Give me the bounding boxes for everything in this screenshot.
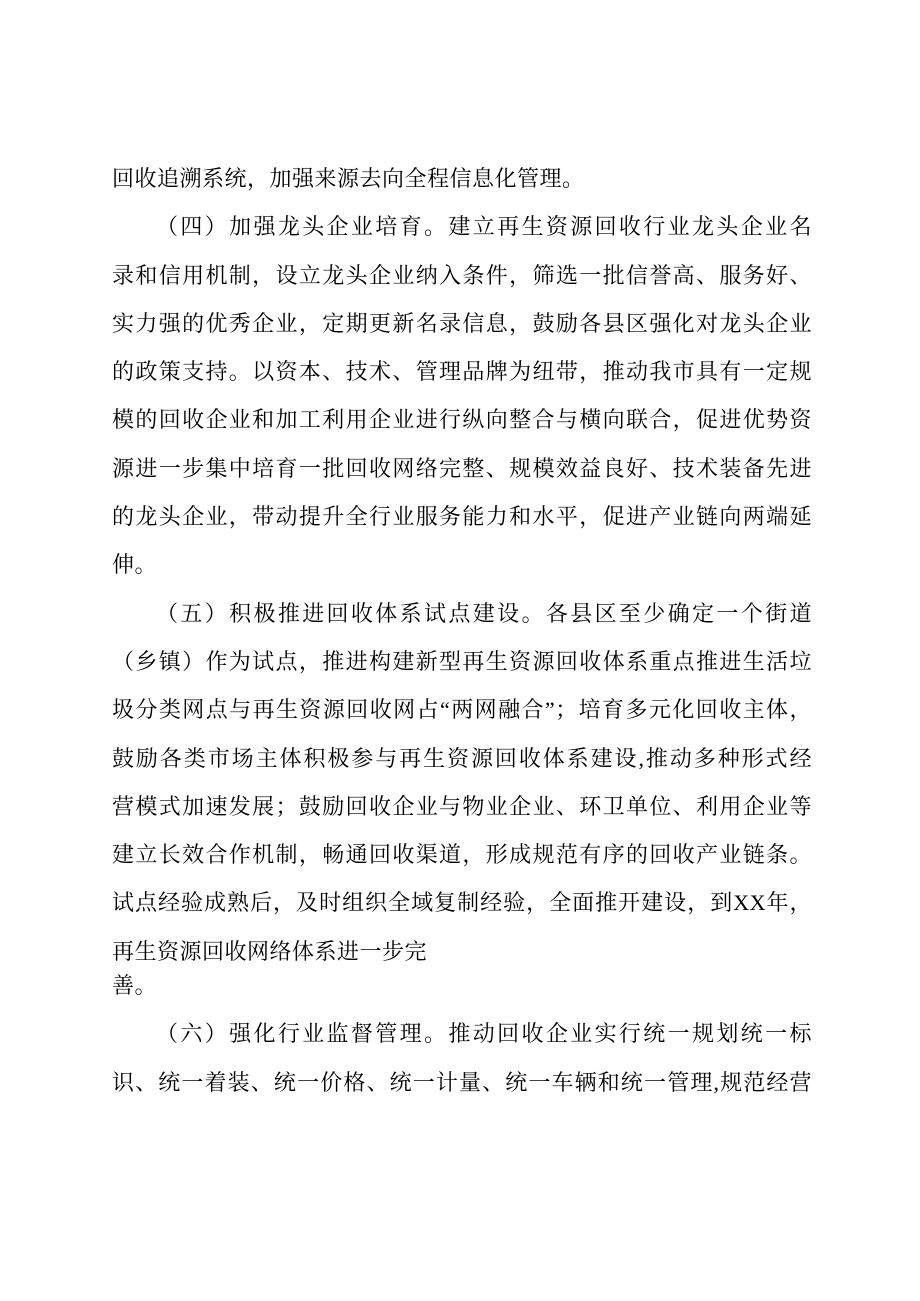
text-line: 试点经验成熟后，及时组织全域复制经验，全面推开建设，到XX年， <box>112 890 812 916</box>
text-line: 伸。 <box>112 552 158 578</box>
text-line: 圾分类网点与再生资源回收网占“两网融合”；培育多元化回收主体， <box>112 697 812 723</box>
text-line: 识、统一着装、统一价格、统一计量、统一车辆和统一管理,规范经营 <box>112 1069 812 1095</box>
text-line: 的龙头企业，带动提升全行业服务能力和水平，促进产业链向两端延 <box>112 504 812 530</box>
text-line: 的政策支持。以资本、技术、管理品牌为纽带，推动我市具有一定规 <box>112 359 812 385</box>
text-line: 建立长效合作机制，畅通回收渠道，形成规范有序的回收产业链条。 <box>112 842 812 868</box>
text-line: 录和信用机制，设立龙头企业纳入条件，筛选一批信誉高、服务好、 <box>112 262 812 288</box>
text-line: 源进一步集中培育一批回收网络完整、规模效益良好、技术装备先进 <box>112 455 812 481</box>
text-line: （乡镇）作为试点，推进构建新型再生资源回收体系重点推进生活垃 <box>112 648 812 674</box>
document-body <box>112 155 812 1107</box>
text-line: 再生资源回收网络体系进一步完 <box>112 938 428 964</box>
text-line-section-six-heading: （六）强化行业监督管理。推动回收企业实行统一规划统一标 <box>156 1021 812 1047</box>
text-line: 营模式加速发展；鼓励回收企业与物业企业、环卫单位、利用企业等 <box>112 793 812 819</box>
text-line-section-four-heading: （四）加强龙头企业培育。建立再生资源回收行业龙头企业名 <box>156 214 812 240</box>
text-line: 善。 <box>112 973 158 999</box>
text-line: 实力强的优秀企业，定期更新名录信息，鼓励各县区强化对龙头企业 <box>112 310 812 336</box>
text-line-section-five-heading: （五）积极推进回收体系试点建设。各县区至少确定一个街道 <box>156 600 812 626</box>
text-line: 模的回收企业和加工利用企业进行纵向整合与横向联合，促进优势资 <box>112 407 812 433</box>
text-line: 鼓励各类市场主体积极参与再生资源回收体系建设,推动多种形式经 <box>112 745 812 771</box>
text-line: 回收追溯系统，加强来源去向全程信息化管理。 <box>112 166 585 191</box>
